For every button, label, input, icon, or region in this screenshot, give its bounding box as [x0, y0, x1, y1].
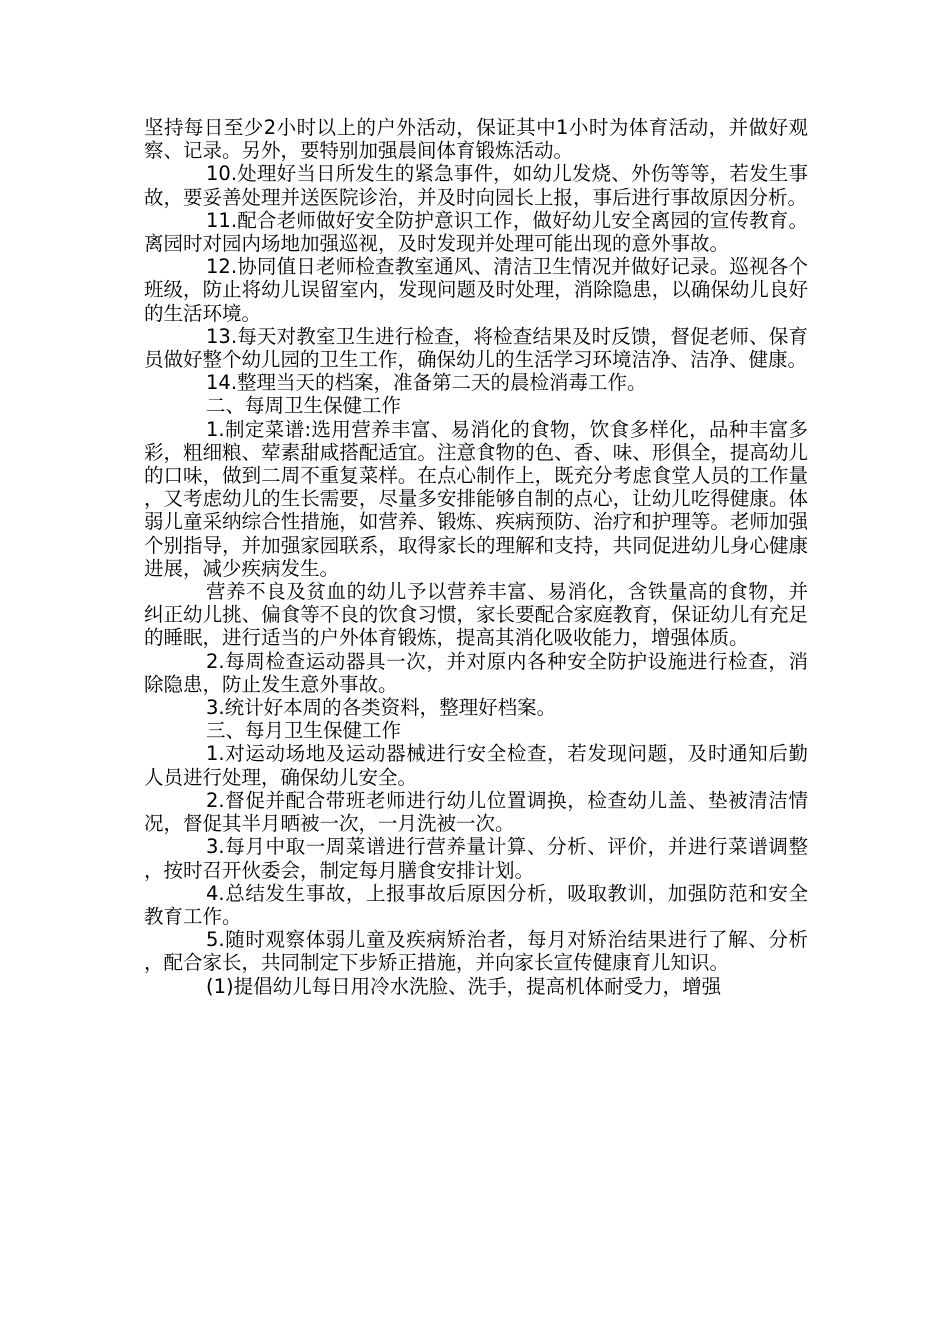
paragraph: 2.督促并配合带班老师进行幼儿位置调换，检查幼儿盖、垫被清洁情况，督促其半月晒被一次，一月洗被一次。 [144, 788, 808, 836]
paragraph: 4.总结发生事故，上报事故后原因分析，吸取教训，加强防范和安全教育工作。 [144, 881, 808, 928]
section-heading: 三、每月卫生保健工作 [206, 719, 402, 743]
paragraph: 12.协同值日老师检查教室通风、清洁卫生情况并做好记录。巡视各个班级，防止将幼儿误留室内，发现问题及时处理，消除隐患，以确保幼儿良好的生活环境。 [144, 255, 808, 325]
paragraph: 10.处理好当日所发生的紧急事件，如幼儿发烧、外伤等等，若发生事故，要妥善处理并送医院诊治，并及时向园长上报，事后进行事故原因分析。 [144, 162, 808, 209]
paragraph: 营养不良及贫血的幼儿予以营养丰富、易消化，含铁量高的食物，并纠正幼儿挑、偏食等不良的饮食习惯，家长要配合家庭教育，保证幼儿有充足的睡眠，进行适当的户外体育锻炼，提高其消化吸收能力，增强体质。 [144, 580, 808, 650]
paragraph: 13.每天对教室卫生进行检查，将检查结果及时反馈，督促老师、保育员做好整个幼儿园的卫生工作，确保幼儿的生活学习环境洁净、洁净、健康。 [144, 324, 808, 372]
paragraph: 11.配合老师做好安全防护意识工作，做好幼儿安全离园的宣传教育。离园时对园内场地加强巡视，及时发现并处理可能出现的意外事故。 [144, 208, 808, 256]
paragraph: 14.整理当天的档案，准备第二天的晨检消毒工作。 [206, 371, 647, 395]
document-body [144, 116, 808, 998]
paragraph: 5.随时观察体弱儿童及疾病矫治者，每月对矫治结果进行了解、分析，配合家长，共同制定下步矫正措施，并向家长宣传健康育儿知识。 [144, 928, 808, 975]
paragraph: 3.统计好本周的各类资料，整理好档案。 [206, 696, 557, 720]
paragraph: (1)提倡幼儿每日用冷水洗脸、洗手，提高机体耐受力，增强 [206, 974, 722, 998]
paragraph: 坚持每日至少2小时以上的户外活动，保证其中1小时为体育活动，并做好观察、记录。另外，要特别加强晨间体育锻炼活动。 [144, 116, 808, 163]
paragraph: 1.对运动场地及运动器械进行安全检查，若发现问题，及时通知后勤人员进行处理，确保幼儿安全。 [144, 742, 808, 789]
paragraph: 1.制定菜谱:选用营养丰富、易消化的食物，饮食多样化，品种丰富多彩，粗细粮、荤素甜咸搭配适宜。注意食物的色、香、味、形俱全，提高幼儿的口味，做到二周不重复菜样。在点心制作上，既充分考虑食堂人员的工作量，又考虑幼儿的生长需要，尽量多安排能够自制的点心，让幼儿吃得健康。体弱儿童采纳综合性措施，如营养、锻炼、疾病预防、治疗和护理等。老师加强个别指导，并加强家园联系，取得家长的理解和支持，共同促进幼儿身心健康进展，减少疾病发生。 [144, 417, 808, 580]
paragraph: 3.每月中取一周菜谱进行营养量计算、分析、评价，并进行菜谱调整，按时召开伙委会，制定每月膳食安排计划。 [144, 835, 808, 882]
section-heading: 二、每周卫生保健工作 [206, 394, 402, 418]
paragraph: 2.每周检查运动器具一次，并对原内各种安全防护设施进行检查，消除隐患，防止发生意外事故。 [144, 649, 808, 696]
